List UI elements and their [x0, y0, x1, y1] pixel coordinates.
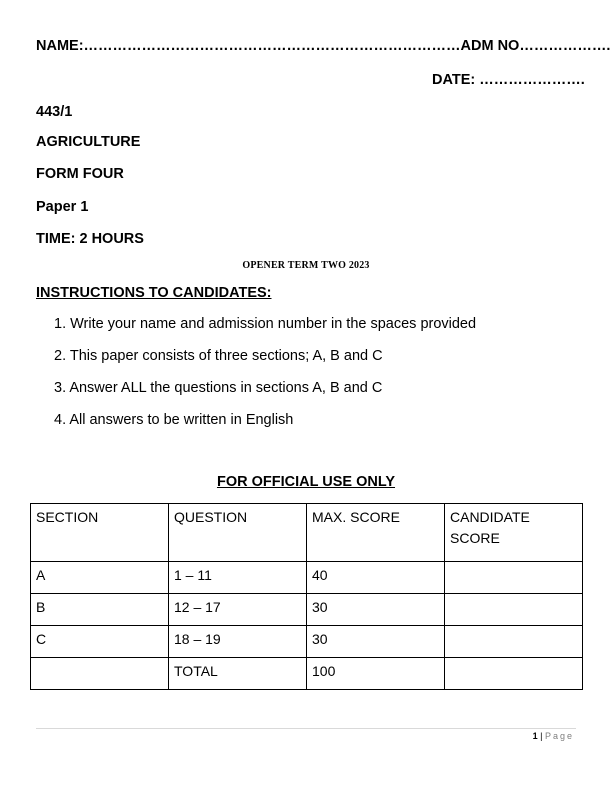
- cell-candidate-score[interactable]: [445, 562, 583, 594]
- cell-total-label: TOTAL: [169, 658, 307, 690]
- page-label: Page: [544, 731, 574, 741]
- header-section: SECTION: [31, 504, 169, 562]
- cell-total-max: 100: [307, 658, 445, 690]
- form-level: FORM FOUR: [36, 166, 124, 182]
- cell-section: B: [31, 594, 169, 626]
- footer-divider: [36, 728, 576, 729]
- table-header-row: [31, 504, 583, 562]
- cell-question: 12 – 17: [169, 594, 307, 626]
- instruction-item: 2. This paper consists of three sections; A, B and C: [54, 348, 383, 364]
- page-separator: |: [540, 731, 543, 741]
- cell-section: A: [31, 562, 169, 594]
- cell-max-score: 30: [307, 626, 445, 658]
- time-allowed: TIME: 2 HOURS: [36, 231, 144, 247]
- header-candidate-score: CANDIDATE SCORE: [445, 504, 583, 562]
- cell-max-score: 30: [307, 594, 445, 626]
- page-number: 1: [532, 731, 538, 741]
- official-score-table: [30, 503, 583, 690]
- instructions-list: [54, 315, 476, 443]
- cell-candidate-score[interactable]: [445, 594, 583, 626]
- name-adm-line: NAME:……………………………………………………………………ADM NO……………….: [36, 38, 611, 54]
- instruction-item: 3. Answer ALL the questions in sections A, B and C: [54, 380, 383, 396]
- instruction-item: 1. Write your name and admission number in the spaces provided: [54, 316, 477, 332]
- official-use-title: FOR OFFICIAL USE ONLY: [216, 474, 396, 490]
- table-row: [31, 594, 583, 626]
- paper-code: 443/1: [36, 104, 73, 120]
- instructions-title: INSTRUCTIONS TO CANDIDATES:: [36, 285, 272, 301]
- date-line: DATE: ………………….: [432, 72, 585, 88]
- exam-title: OPENER TERM TWO 2023: [242, 260, 370, 271]
- header-question: QUESTION: [169, 504, 307, 562]
- header-max-score: MAX. SCORE: [307, 504, 445, 562]
- cell-question: 18 – 19: [169, 626, 307, 658]
- cell-total-candidate[interactable]: [445, 658, 583, 690]
- table-row: [31, 562, 583, 594]
- cell-candidate-score[interactable]: [445, 626, 583, 658]
- subject-title: AGRICULTURE: [36, 134, 141, 150]
- cell-question: 1 – 11: [169, 562, 307, 594]
- cell-section: C: [31, 626, 169, 658]
- page-footer: [533, 731, 574, 741]
- cell-section: [31, 658, 169, 690]
- table-row-total: [31, 658, 583, 690]
- cell-max-score: 40: [307, 562, 445, 594]
- paper-number: Paper 1: [36, 199, 89, 215]
- instruction-item: 4. All answers to be written in English: [54, 412, 294, 428]
- table-row: [31, 626, 583, 658]
